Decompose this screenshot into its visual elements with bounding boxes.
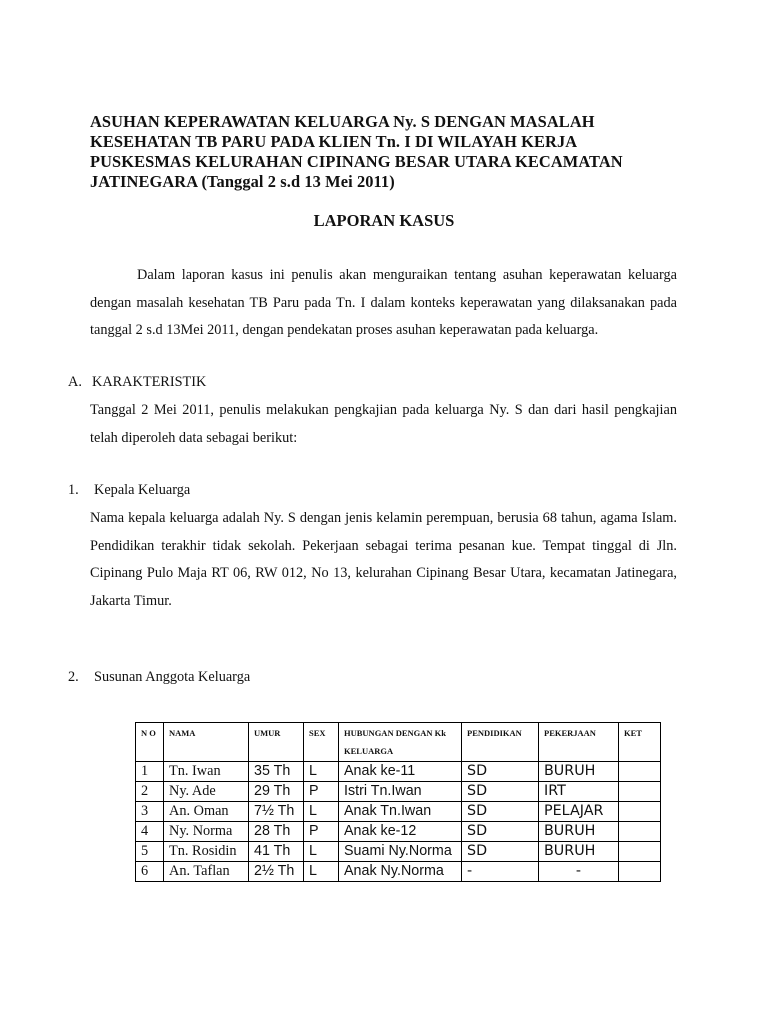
- cell-no: 1: [136, 762, 164, 782]
- header-pendidikan: PENDIDIKAN: [462, 723, 539, 762]
- section-1-title: Kepala Keluarga: [94, 482, 191, 498]
- cell-hubungan: Anak ke-12: [339, 822, 462, 842]
- header-sex: SEX: [304, 723, 339, 762]
- cell-nama: Ny. Norma: [164, 822, 249, 842]
- cell-no: 4: [136, 822, 164, 842]
- table-row: [136, 762, 661, 782]
- cell-umur: 29 Th: [249, 782, 304, 802]
- cell-sex: L: [304, 762, 339, 782]
- cell-pendidikan: SD: [462, 802, 539, 822]
- family-members-table: [135, 722, 661, 882]
- cell-ket: [619, 822, 661, 842]
- table-row: [136, 842, 661, 862]
- cell-umur: 2½ Th: [249, 862, 304, 882]
- cell-nama: Tn. Rosidin: [164, 842, 249, 862]
- section-2-number: 2.: [68, 669, 79, 685]
- cell-pekerjaan: PELAJAR: [539, 802, 619, 822]
- table-row: [136, 862, 661, 882]
- section-1-paragraph: Nama kepala keluarga adalah Ny. S dengan jenis kelamin perempuan, berusia 68 tahun, agama Islam. Pendidikan terakhir tidak sekolah. Pekerjaan sebagai terima pesanan kue. Tempat tinggal di Jln. Cipinang Pulo Maja RT 06, RW 012, No 13, kelurahan Cipinang Besar Utara, kecamatan Jatinegara, Jakarta Timur.: [90, 510, 677, 610]
- report-heading: LAPORAN KASUS: [313, 211, 455, 230]
- header-umur: UMUR: [249, 723, 304, 762]
- cell-hubungan: Anak Ny.Norma: [339, 862, 462, 882]
- title-line: ASUHAN KEPERAWATAN KELUARGA Ny. S DENGAN MASALAH: [90, 112, 595, 131]
- table-row: [136, 782, 661, 802]
- cell-sex: P: [304, 782, 339, 802]
- section-a-paragraph: Tanggal 2 Mei 2011, penulis melakukan pengkajian pada keluarga Ny. S dan dari hasil pengkajian telah diperoleh data sebagai berikut:: [90, 402, 677, 446]
- cell-umur: 28 Th: [249, 822, 304, 842]
- title-line: PUSKESMAS KELURAHAN CIPINANG BESAR UTARA KECAMATAN: [90, 152, 623, 171]
- cell-no: 6: [136, 862, 164, 882]
- cell-nama: An. Oman: [164, 802, 249, 822]
- intro-paragraph: Dalam laporan kasus ini penulis akan menguraikan tentang asuhan keperawatan keluarga dengan masalah kesehatan TB Paru pada Tn. I dalam konteks keperawatan yang dilaksanakan pada tanggal 2 s.d 13Mei 2011, dengan pendekatan proses asuhan keperawatan pada keluarga.: [90, 267, 677, 339]
- cell-umur: 7½ Th: [249, 802, 304, 822]
- table-row: [136, 802, 661, 822]
- header-nama: NAMA: [164, 723, 249, 762]
- title-line: JATINEGARA (Tanggal 2 s.d 13 Mei 2011): [90, 172, 395, 191]
- title-line: KESEHATAN TB PARU PADA KLIEN Tn. I DI WILAYAH KERJA: [90, 132, 578, 151]
- cell-sex: L: [304, 842, 339, 862]
- cell-umur: 41 Th: [249, 842, 304, 862]
- table-header-row: [136, 723, 661, 762]
- cell-pekerjaan: -: [539, 862, 619, 882]
- cell-ket: [619, 782, 661, 802]
- cell-hubungan: Istri Tn.Iwan: [339, 782, 462, 802]
- cell-no: 5: [136, 842, 164, 862]
- document-title: [90, 112, 650, 192]
- cell-pendidikan: -: [462, 862, 539, 882]
- cell-hubungan: Suami Ny.Norma: [339, 842, 462, 862]
- section-2-title: Susunan Anggota Keluarga: [94, 669, 251, 685]
- section-a-letter: A.: [68, 374, 82, 390]
- header-hubungan: HUBUNGAN DENGAN Kk KELUARGA: [339, 723, 462, 762]
- cell-no: 2: [136, 782, 164, 802]
- section-1-number: 1.: [68, 482, 79, 498]
- cell-sex: L: [304, 862, 339, 882]
- header-no: N O: [136, 723, 164, 762]
- cell-pekerjaan: BURUH: [539, 822, 619, 842]
- cell-umur: 35 Th: [249, 762, 304, 782]
- cell-pekerjaan: BURUH: [539, 762, 619, 782]
- cell-pekerjaan: BURUH: [539, 842, 619, 862]
- cell-no: 3: [136, 802, 164, 822]
- cell-ket: [619, 762, 661, 782]
- cell-ket: [619, 842, 661, 862]
- cell-sex: L: [304, 802, 339, 822]
- cell-ket: [619, 802, 661, 822]
- cell-pendidikan: SD: [462, 762, 539, 782]
- cell-ket: [619, 862, 661, 882]
- cell-pendidikan: SD: [462, 842, 539, 862]
- header-ket: KET: [619, 723, 661, 762]
- cell-nama: Tn. Iwan: [164, 762, 249, 782]
- cell-nama: Ny. Ade: [164, 782, 249, 802]
- cell-sex: P: [304, 822, 339, 842]
- section-a-title: KARAKTERISTIK: [92, 374, 207, 390]
- table-row: [136, 822, 661, 842]
- cell-nama: An. Taflan: [164, 862, 249, 882]
- cell-pendidikan: SD: [462, 782, 539, 802]
- cell-hubungan: Anak ke-11: [339, 762, 462, 782]
- cell-hubungan: Anak Tn.Iwan: [339, 802, 462, 822]
- cell-pekerjaan: IRT: [539, 782, 619, 802]
- header-pekerjaan: PEKERJAAN: [539, 723, 619, 762]
- cell-pendidikan: SD: [462, 822, 539, 842]
